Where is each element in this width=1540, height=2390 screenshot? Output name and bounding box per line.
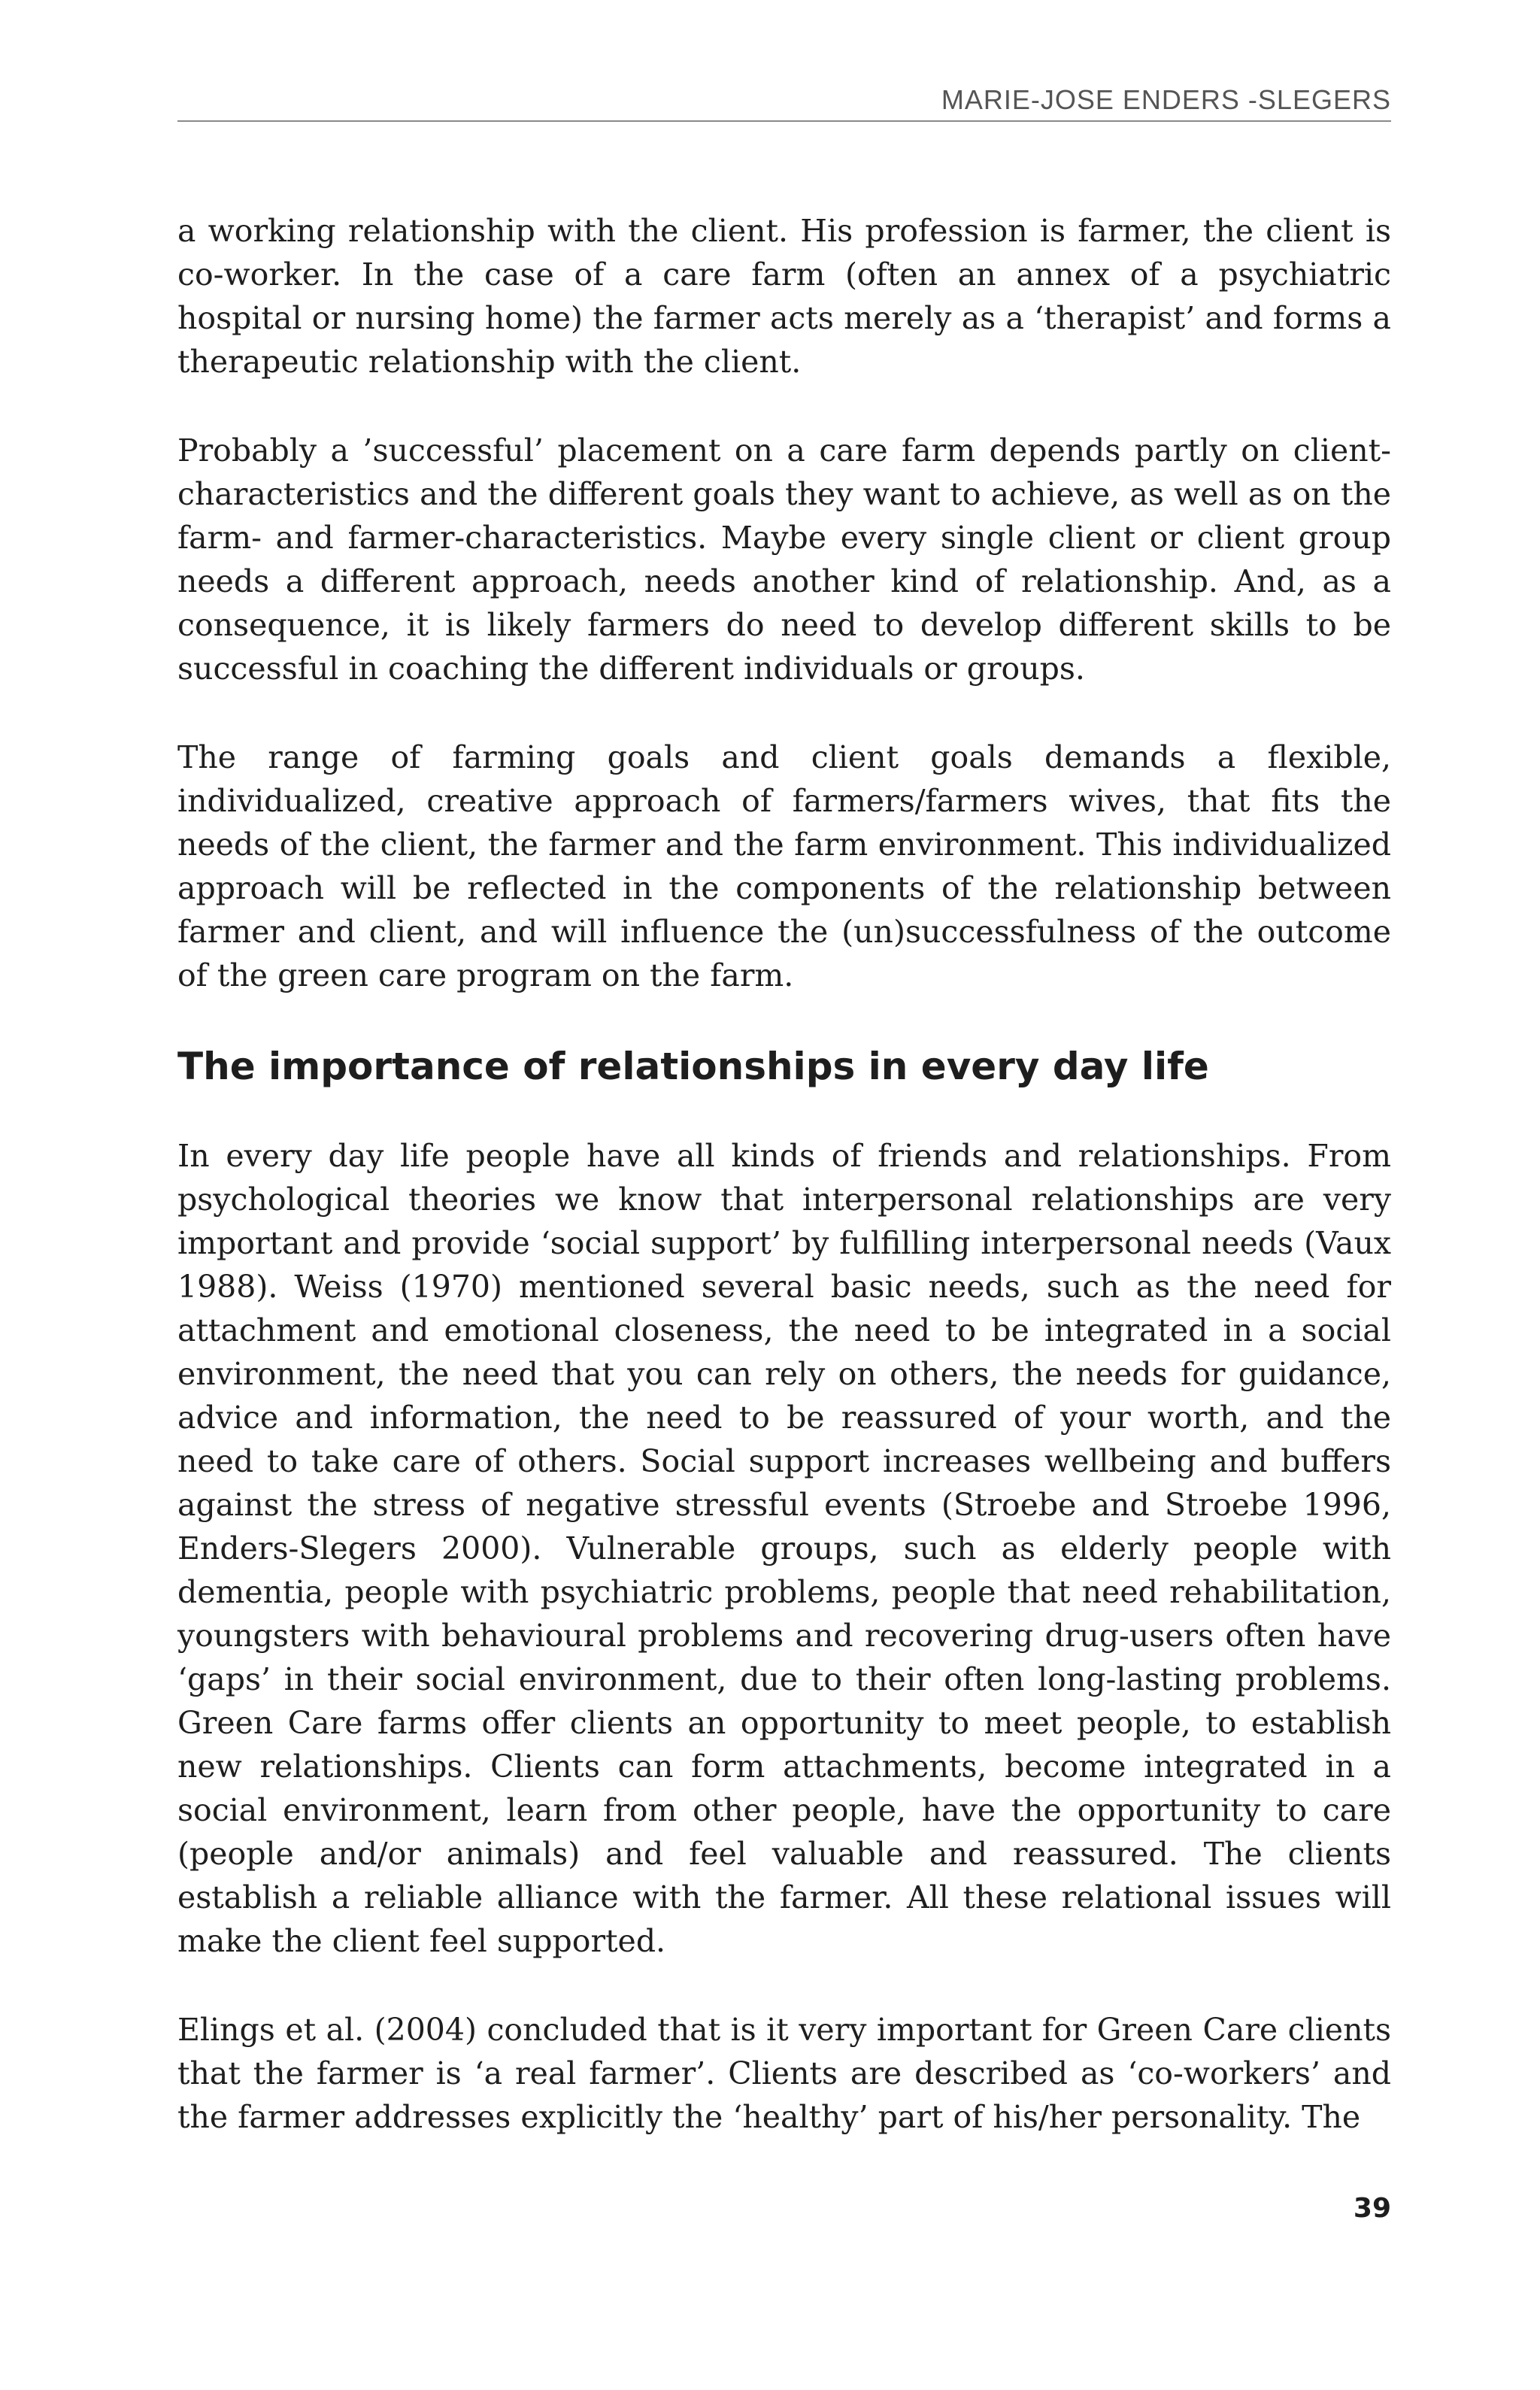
running-head bbox=[177, 77, 1391, 122]
paragraph-4: In every day life people have all kinds of friends and relationships. From psychological theories we know that interpersonal relationships are very important and provide ‘social support’ by fulfilling interpersonal needs (Vaux 1988). Weiss (1970) mentioned several basic needs, such as the need for attachment and emotional closeness, the need to be integrated in a social environment, the need that you can rely on others, the needs for guidance, advice and information, the need to be reassured of your worth, and the need to take care of others. Social support increases wellbeing and buffers against the stress of negative stressful events (Stroebe and Stroebe 1996, Enders-Slegers 2000). Vulnerable groups, such as elderly people with dementia, people with psychiatric problems, people that need rehabilitation, youngsters with behavioural problems and recovering drug-users often have ‘gaps’ in their social environment, due to their often long-lasting problems. Green Care farms offer clients an opportunity to meet people, to establish new relationships. Clients can form attachments, become integrated in a social environment, learn from other people, have the opportunity to care (people and/or animals) and feel valuable and reassured. The clients establish a reliable alliance with the farmer. All these relational issues will make the client feel supported. bbox=[177, 1138, 1391, 1959]
body-text bbox=[177, 209, 1391, 2184]
running-head-text: MARIE-JOSE ENDERS -SLEGERS bbox=[941, 84, 1391, 115]
section-heading: The importance of relationships in every day life bbox=[177, 1045, 1209, 1088]
page-number: 39 bbox=[1353, 2193, 1391, 2224]
paragraph-2: Probably a ’successful’ placement on a care farm depends partly on client-characteristics and the different goals they want to achieve, as well as on the farm- and farmer-characteristics. Maybe every single client or client group needs a different approach, needs another kind of relationship. And, as a consequence, it is likely farmers do need to develop different skills to be successful in coaching the different individuals or groups. bbox=[177, 432, 1391, 687]
paragraph-1: a working relationship with the client. His profession is farmer, the client is co-worker. In the case of a care farm (often an annex of a psychiatric hospital or nursing home) the farmer acts merely as a ‘therapist’ and forms a therapeutic relationship with the client. bbox=[177, 213, 1391, 380]
paragraph-5: Elings et al. (2004) concluded that is it very important for Green Care clients that the farmer is ‘a real farmer’. Clients are described as ‘co-workers’ and the farmer addresses explicitly the ‘healthy’ part of his/her personality. The bbox=[177, 2012, 1391, 2135]
paragraph-3: The range of farming goals and client goals demands a flexible, individualized, creative approach of farmers/farmers wives, that fits the needs of the client, the farmer and the farm environment. This individualized approach will be reflected in the components of the relationship between farmer and client, and will influence the (un)successfulness of the outcome of the green care program on the farm. bbox=[177, 739, 1391, 993]
